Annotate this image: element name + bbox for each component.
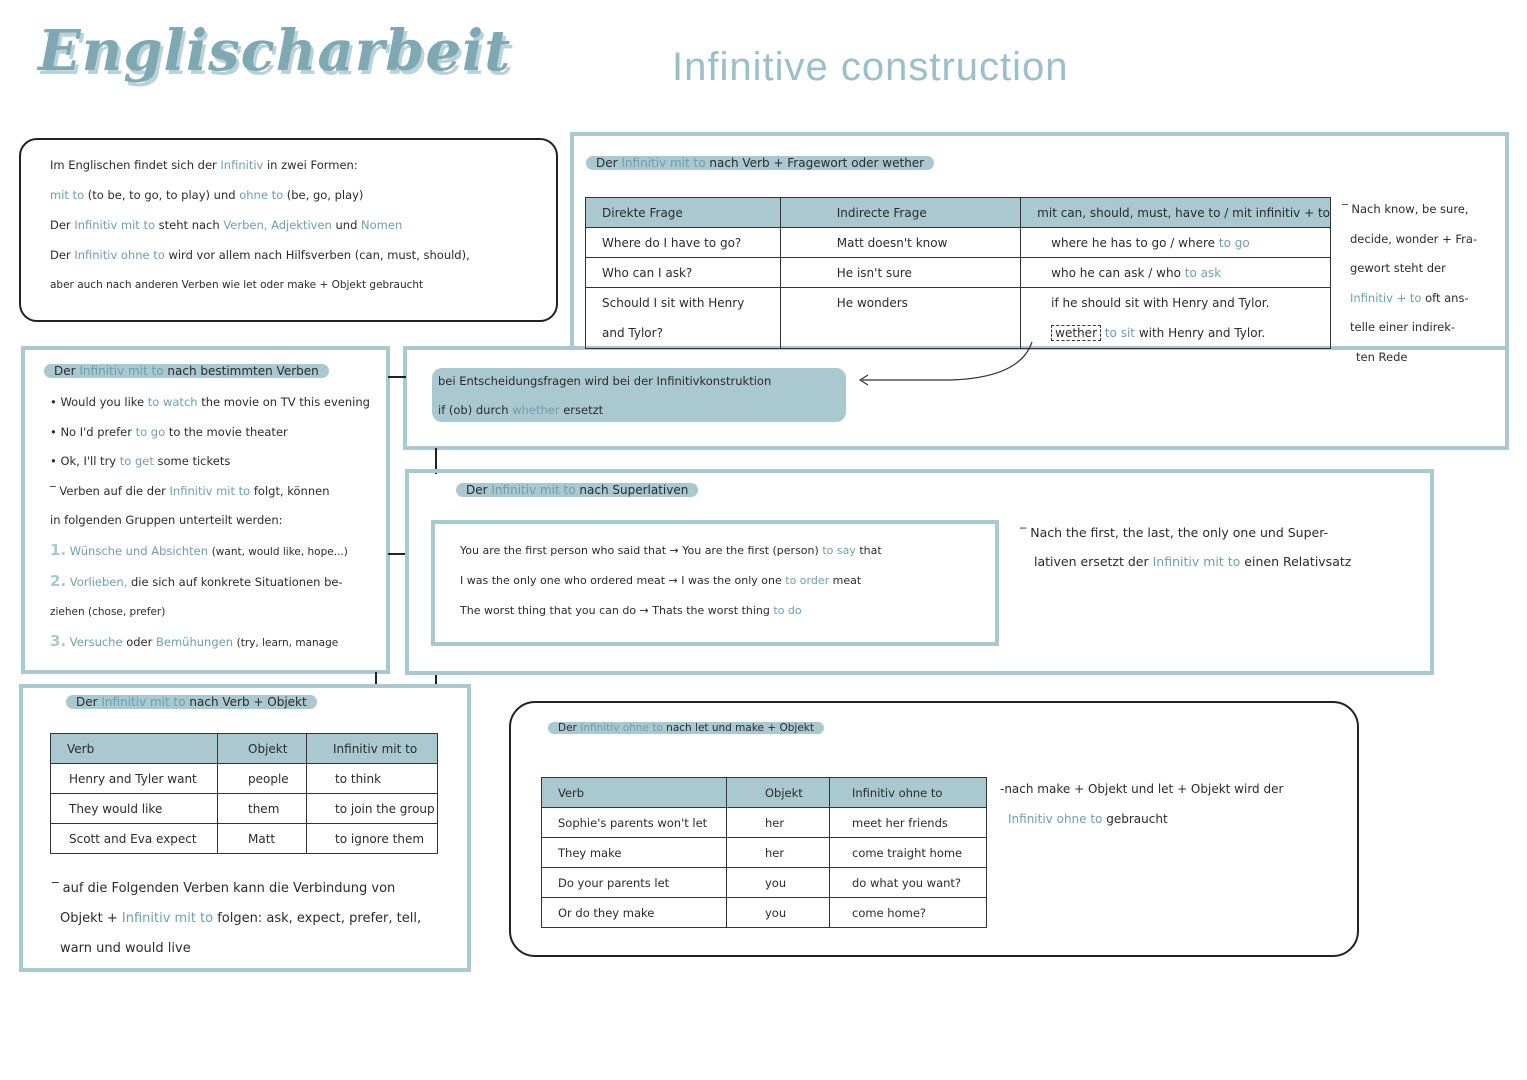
questions-heading: Der Infinitiv mit to nach Verb + Fragewort oder wether (586, 156, 934, 170)
table-row: Scott and Eva expect Matt to ignore them (51, 824, 438, 854)
connector-line (388, 376, 406, 378)
questions-table (585, 197, 1331, 349)
ohne-heading: Der Infinitiv ohne to nach let und make + Objekt (548, 722, 824, 734)
col-header: Infinitiv mit to (307, 734, 438, 764)
ohne-side-note: -nach make + Objekt und let + Objekt wird der Infinitiv ohne to gebraucht (1000, 782, 1284, 826)
table-row: Do your parents let you do what you want? (542, 868, 987, 898)
object-heading: Der Infinitiv mit to nach Verb + Objekt (66, 695, 317, 709)
col-header: Infinitiv ohne to (830, 778, 987, 808)
superlatives-heading: Der Infinitiv mit to nach Superlativen (456, 483, 698, 497)
col-header: Objekt (218, 734, 307, 764)
table-row: Sophie's parents won't let her meet her friends (542, 808, 987, 838)
table-row: Or do they make you come home? (542, 898, 987, 928)
col-header: Verb (51, 734, 218, 764)
col-header: Indirecte Frage (780, 198, 1020, 228)
ohne-table (541, 777, 987, 928)
superlatives-text: You are the first person who said that → You are the first (person) to say that I was the only one who ordered meat → I was the only one to order meat The worst thing that you can do → Thats the worst thing to do (460, 544, 882, 617)
col-header: Verb (542, 778, 727, 808)
verbs-text: • Would you like to watch the movie on TV this evening • No I'd prefer to go to the movie theater • Ok, I'll try to get some tickets ‾ Verben auf die der Infinitiv mit to folgt, können in folgenden Gruppen unterteilt werden: 1. Wünsche und Absichten (want, would like, hope...) 2. Vorlieben, die sich auf konkrete Situationen be- ziehen (chose, prefer) 3. Versuche oder Bemühungen (try, learn, manage (50, 395, 370, 650)
table-row: Who can I ask? He isn't sure who he can ask / who to ask (586, 258, 1331, 288)
col-header: Direkte Frage (586, 198, 781, 228)
col-header: mit can, should, must, have to / mit infinitiv + to (1021, 198, 1331, 228)
col-header: Objekt (727, 778, 830, 808)
table-row: Schould I sit with Henry and Tylor? He wonders if he should sit with Henry and Tylor. wether to sit with Henry and Tylor. (586, 288, 1331, 349)
whether-note-text: bei Entscheidungsfragen wird bei der Infinitivkonstruktion if (ob) durch whether ersetzt (438, 374, 772, 417)
intro-text: Im Englischen findet sich der Infinitiv in zwei Formen: mit to (to be, to go, to play) und ohne to (be, go, play) Der Infinitiv mit to steht nach Verben, Adjektiven und Nomen Der Infinitiv ohne to wird vor allem nach Hilfsverben (can, must, should), aber auch nach anderen Verben wie let oder make + Objekt gebraucht (50, 158, 470, 291)
table-row: Where do I have to go? Matt doesn't know where he has to go / where to go (586, 228, 1331, 258)
main-title: Infinitive construction (672, 45, 1069, 89)
questions-side-note: ‾ Nach know, be sure, decide, wonder + Fra- gewort steht der Infinitiv + to oft ans- telle einer indirek- ten Rede (1342, 202, 1478, 364)
object-table (50, 733, 438, 854)
verbs-heading: Der Infinitiv mit to nach bestimmten Verben (44, 364, 329, 378)
connector-line (388, 553, 406, 555)
table-row: They would like them to join the group (51, 794, 438, 824)
superlatives-side-note: ‾ Nach the first, the last, the only one und Super- lativen ersetzt der Infinitiv mit to einen Relativsatz (1020, 525, 1352, 569)
script-title: Englischarbeit (38, 18, 512, 84)
arrow-icon (850, 340, 1040, 390)
object-note: ‾ auf die Folgenden Verben kann die Verbindung von Objekt + Infinitiv mit to folgen: ask, expect, prefer, tell, warn und would live (52, 881, 422, 956)
table-row: Henry and Tyler want people to think (51, 764, 438, 794)
table-row: They make her come traight home (542, 838, 987, 868)
